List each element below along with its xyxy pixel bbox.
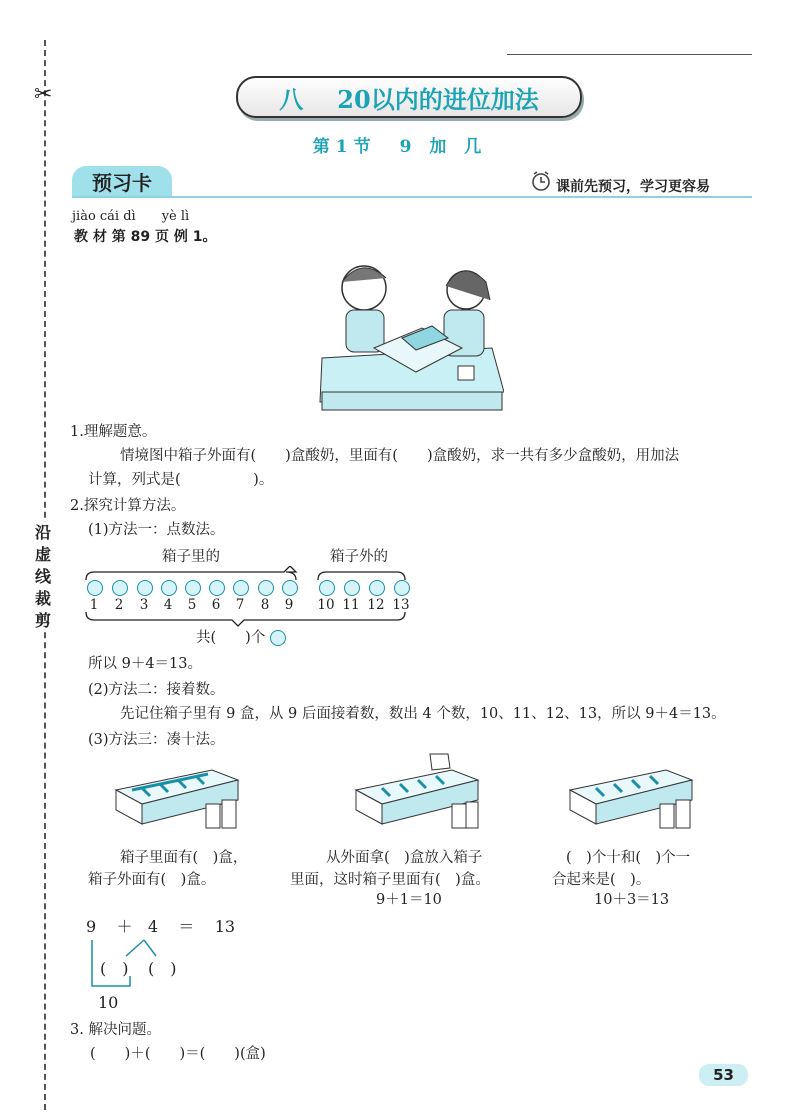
total-count: [196, 626, 286, 651]
q3-expression[interactable]: ( )＋( )＝( )(盒): [90, 1046, 266, 1062]
count-dot: [258, 580, 274, 596]
expr-equals: ＝: [178, 917, 195, 936]
so-statement: 所以 9＋4＝13。: [88, 656, 203, 672]
count-number: 9: [284, 597, 294, 613]
preview-tip: 课前先预习，学习更容易: [556, 179, 710, 195]
q1-text-1: 情境图中箱子外面有( )盒酸奶，里面有( )盒酸奶，求一共有多少盒酸奶，用加法: [120, 448, 680, 464]
page-number: 53: [699, 1064, 748, 1086]
box-illustration-2: [352, 752, 482, 836]
count-dot: [233, 580, 249, 596]
count-dot: [87, 580, 103, 596]
box-illustration-1: [112, 760, 242, 836]
count-dot: [394, 580, 410, 596]
count-dot: [137, 580, 153, 596]
expr-addend-2: 4: [147, 917, 158, 936]
pinyin-line: jiào cái dì yè lì: [72, 209, 190, 224]
ten-label: 10: [98, 993, 119, 1012]
method-2-text: 先记住箱子里有 9 盒，从 9 后面接着数，数出 4 个数，10、11、12、13，所以 9＋4＝13。: [120, 706, 726, 722]
header-blank-lines: [507, 44, 752, 55]
preview-tab: 预习卡: [72, 166, 172, 196]
count-number: 7: [235, 597, 245, 613]
total-prefix: 共( )个: [196, 630, 266, 646]
count-dot: [209, 580, 225, 596]
count-dot: [185, 580, 201, 596]
split-blank-a[interactable]: ( ): [100, 959, 129, 978]
count-number: 13: [392, 597, 410, 613]
count-number: 8: [260, 597, 270, 613]
q1-title: 1.理解题意。: [70, 424, 157, 440]
count-dot: [319, 580, 335, 596]
method-2: (2)方法二：接着数。: [88, 682, 225, 698]
caption-3b: 合起来是( )。: [552, 872, 651, 888]
count-number: 2: [114, 597, 124, 613]
count-number: 12: [367, 597, 385, 613]
equation-3: 10＋3＝13: [594, 892, 670, 908]
count-dot: [112, 580, 128, 596]
header-rule: [72, 196, 752, 198]
caption-2b: 里面，这时箱子里面有( )盒。: [290, 872, 490, 888]
count-number: 10: [317, 597, 335, 613]
count-number: 5: [187, 597, 197, 613]
count-dot: [344, 580, 360, 596]
chapter-title: 20以内的进位加法: [337, 84, 539, 114]
q2-title: 2.探究计算方法。: [70, 498, 186, 514]
dot-icon: [270, 630, 286, 646]
count-dot: [369, 580, 385, 596]
split-blank-b[interactable]: ( ): [148, 959, 177, 978]
caption-1a: 箱子里面有( )盒，: [120, 850, 248, 866]
cut-label: 沿虚线裁剪: [32, 522, 56, 632]
chapter-number: 八: [279, 84, 304, 114]
box-illustration-3: [566, 760, 696, 836]
expr-plus: ＋: [116, 917, 133, 936]
caption-1b: 箱子外面有( )盒。: [88, 872, 216, 888]
chapter-title-banner: [236, 76, 582, 118]
scissors-icon: ✂: [34, 82, 53, 107]
clock-icon: [530, 170, 552, 192]
count-dot: [161, 580, 177, 596]
count-number: 3: [139, 597, 149, 613]
caption-3a: ( )个十和( )个一: [566, 850, 691, 866]
caption-2a: 从外面拿( )盒放入箱子: [326, 850, 483, 866]
outside-label: 箱子外的: [330, 549, 388, 565]
section-title: 第1节 9 加 几: [312, 137, 488, 157]
expr-addend-1: 9: [86, 917, 97, 936]
count-number: 11: [342, 597, 360, 613]
kids-illustration: [312, 252, 504, 414]
count-number: 4: [163, 597, 173, 613]
equation-2: 9＋1＝10: [376, 892, 442, 908]
method-3: (3)方法三：凑十法。: [88, 732, 225, 748]
count-number: 1: [89, 597, 99, 613]
textbook-reference: 教 材 第 89 页 例 1。: [74, 229, 217, 245]
q1-text-2: 计算，列式是( )。: [88, 472, 274, 488]
q3-title: 3. 解决问题。: [70, 1022, 161, 1038]
expr-result: 13: [214, 917, 236, 936]
count-number: 6: [211, 597, 221, 613]
count-dot: [282, 580, 298, 596]
inside-label: 箱子里的: [162, 549, 220, 565]
method-1: (1)方法一：点数法。: [88, 522, 225, 538]
